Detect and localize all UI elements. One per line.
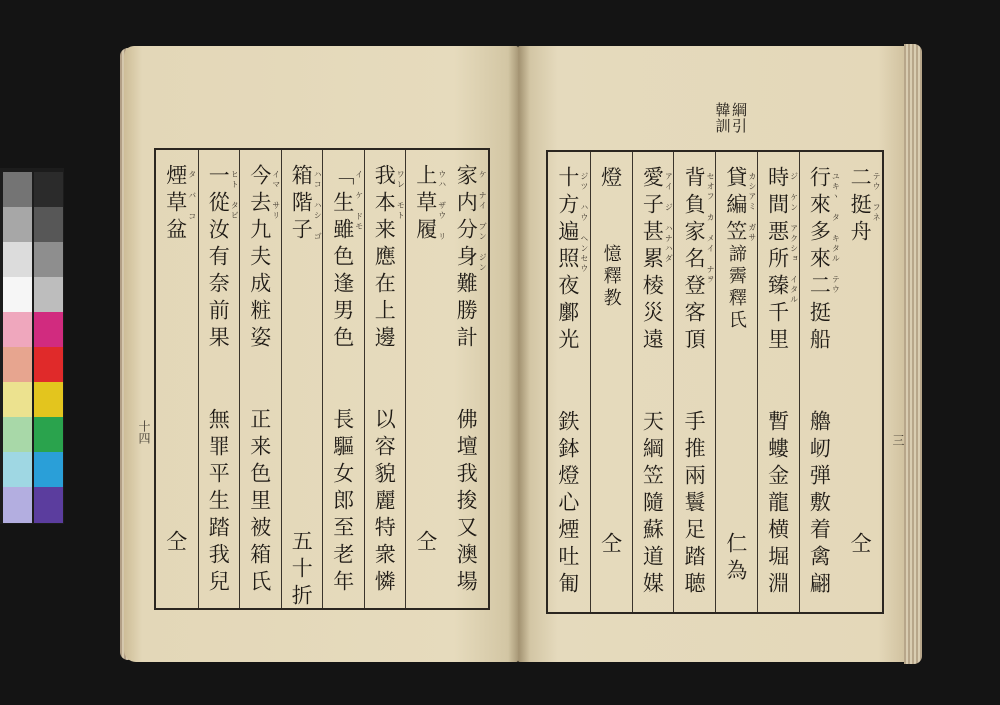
calibration-swatch [3, 242, 32, 278]
calibration-swatch [34, 487, 63, 523]
column-ruby-gloss: イ ケ ドモ [354, 170, 364, 232]
column-lower-text: 艪屻弾敷着禽翩 [807, 410, 832, 599]
column-lower-text: 長驅女郎至老年 [330, 408, 355, 597]
column-ruby-gloss: テウ フネ [872, 172, 882, 223]
right-folio: 三 [891, 434, 905, 446]
calibration-swatch [3, 207, 32, 243]
column-main-text: 貸編笠 [723, 166, 748, 247]
calibration-swatch [3, 417, 32, 453]
calibration-swatch [34, 347, 63, 383]
calibration-swatch [3, 487, 32, 523]
right-page-header: 綱引 韓訓 [713, 102, 748, 134]
column-ruby-gloss: イマ サリ [271, 170, 281, 221]
calibration-swatch [3, 312, 32, 348]
open-book [124, 40, 924, 668]
column-lower-text: 仝 [413, 530, 438, 557]
column-main-text: 時間悪所臻千里 [765, 166, 790, 355]
column-sub-text: 憶釋教 [600, 244, 622, 310]
column-lower-text: 正来色里被箱氏 [247, 408, 272, 597]
column-main-text: 今去九夫成粧姿 [247, 164, 272, 353]
left-folio: 十四 [137, 420, 151, 444]
text-column [364, 150, 407, 608]
calibration-swatch [34, 277, 63, 313]
column-ruby-gloss: ジ ケン アクショ イタル [789, 172, 799, 305]
column-main-text: 行來多來二挺船 [807, 166, 832, 355]
column-lower-text: 仁為 [723, 532, 748, 586]
column-lower-text: 佛壇我捘又澳場 [454, 408, 479, 597]
column-sub-text: 諦霽釋氏 [725, 244, 747, 332]
calibration-swatch [34, 242, 63, 278]
column-lower-text: 無罪平生踏我兒 [206, 408, 231, 597]
column-ruby-gloss: ユキヽ タ キタル テウ [831, 172, 841, 295]
column-main-text: 「生雖色逢男色 [330, 164, 355, 353]
calibration-swatch [3, 172, 32, 208]
text-column [322, 150, 365, 608]
column-lower-text: 暫螻金龍横堀淵 [765, 410, 790, 599]
calibration-swatch [34, 207, 63, 243]
text-column [281, 150, 324, 611]
column-main-text: 家内分身難勝計 [454, 164, 479, 353]
calibration-swatch [34, 452, 63, 488]
column-ruby-gloss: アイ ジ ハナハダ [664, 172, 674, 264]
text-column [548, 152, 590, 612]
column-ruby-gloss: タ バ コ [187, 170, 197, 222]
text-column [840, 152, 882, 612]
left-text-frame [154, 148, 490, 610]
book-gutter [508, 46, 530, 662]
calibration-swatch [34, 312, 63, 348]
column-lower-text: 仝 [848, 532, 873, 559]
text-column [239, 150, 282, 608]
text-column [198, 150, 241, 608]
column-main-text: 十方遍照夜鄽光 [555, 166, 580, 355]
column-ruby-gloss: ウハ ザウ リ [437, 170, 447, 242]
column-main-text: 上草履 [413, 164, 438, 245]
calibration-swatch [3, 452, 32, 488]
column-main-text: 煙草盆 [163, 164, 188, 245]
column-main-text: 背負家名登客頂 [682, 166, 707, 355]
column-lower-text: 仝 [163, 530, 188, 557]
calibration-swatch [3, 277, 32, 313]
text-column [757, 152, 800, 612]
calibration-swatch [3, 347, 32, 383]
column-lower-text: 仝 [598, 532, 623, 559]
column-ruby-gloss: ジツ ハウ ヘンセウ [579, 172, 589, 274]
text-column [715, 152, 758, 612]
column-ruby-gloss: ワレ モト [396, 170, 406, 221]
right-text-frame [546, 150, 884, 614]
column-main-text: 愛子甚累棱災遠 [640, 166, 665, 355]
text-column [590, 152, 633, 612]
text-column [405, 150, 448, 608]
book-edge-right [904, 44, 922, 664]
column-main-text: 一從汝有奈前果 [206, 164, 231, 353]
text-column [632, 152, 675, 612]
calibration-swatch [34, 172, 63, 208]
column-ruby-gloss: ヒト タビ [230, 170, 240, 221]
column-ruby-gloss: ケ ナイ ブン ジン [478, 170, 488, 273]
text-column [799, 152, 842, 612]
column-lower-text: 以容貌麗特衆憐 [372, 408, 397, 597]
column-lower-text: 手推兩鬟足踏聴 [682, 410, 707, 599]
column-ruby-gloss: セオフ カ メイ ナヲ [706, 172, 716, 285]
text-column [156, 150, 198, 608]
text-column [447, 150, 489, 608]
column-ruby-gloss: カシアミ ガサ [747, 172, 757, 243]
calibration-swatch [3, 382, 32, 418]
column-lower-text: 五十折 [289, 530, 314, 611]
calibration-swatch [34, 382, 63, 418]
column-main-text: 燈 [598, 166, 623, 193]
column-main-text: 我本来應在上邊 [372, 164, 397, 353]
column-lower-text: 鉄鉢燈心煙吐匍 [555, 410, 580, 599]
column-main-text: 二挺舟 [848, 166, 873, 247]
column-ruby-gloss: ハコ ハシ ゴ [313, 170, 323, 242]
calibration-swatch [34, 417, 63, 453]
color-calibration-strip [0, 168, 64, 524]
column-lower-text: 天綱笠隨蘇道媒 [640, 410, 665, 599]
text-column [673, 152, 716, 612]
column-main-text: 箱階子 [289, 164, 314, 245]
